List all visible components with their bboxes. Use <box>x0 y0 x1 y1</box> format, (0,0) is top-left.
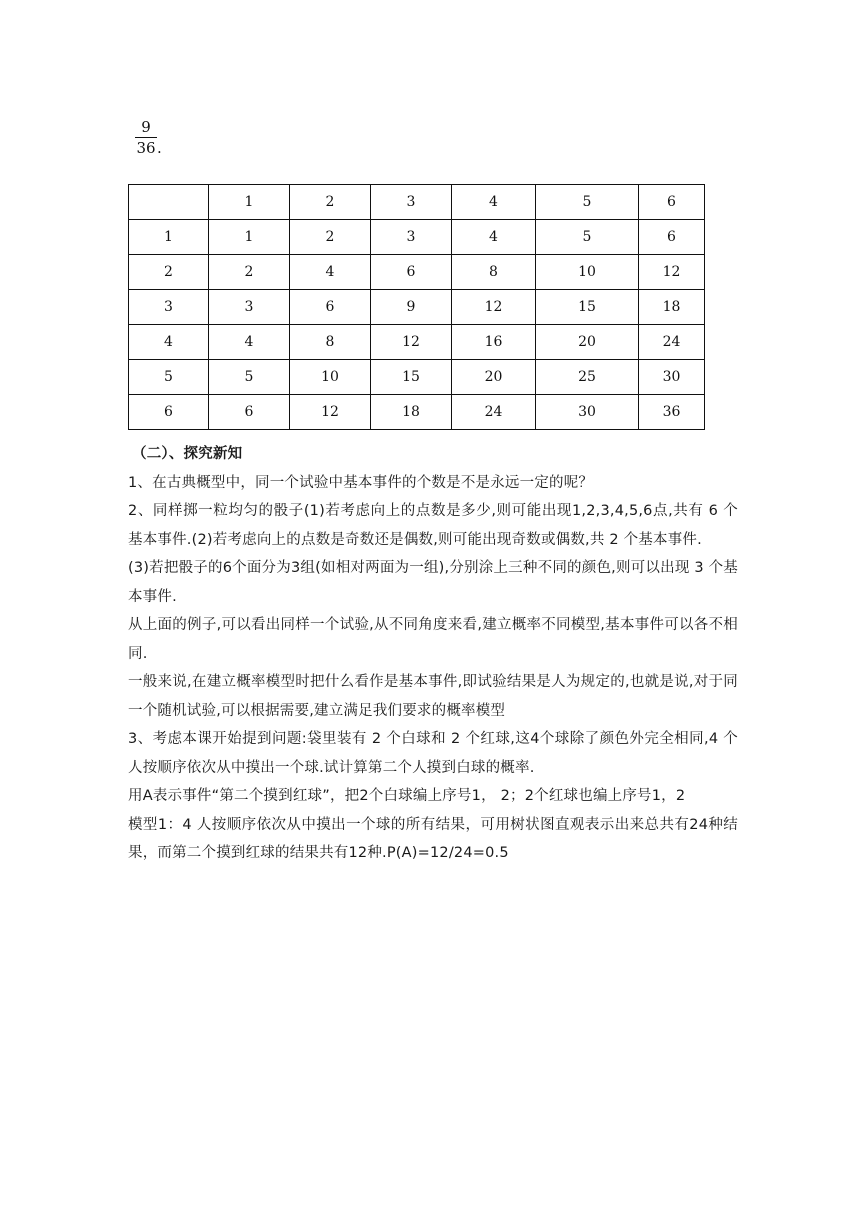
table-cell: 20 <box>536 325 639 360</box>
table-row <box>129 325 705 360</box>
table-cell: 12 <box>290 395 371 430</box>
table-row <box>129 220 705 255</box>
table-cell: 3 <box>209 290 290 325</box>
table-header-cell: 1 <box>209 185 290 220</box>
table-header-cell: 2 <box>290 185 371 220</box>
table-cell: 4 <box>290 255 371 290</box>
table-cell: 20 <box>452 360 536 395</box>
lesson-body <box>128 440 738 868</box>
table-cell: 12 <box>452 290 536 325</box>
table-cell: 25 <box>536 360 639 395</box>
paragraph-event-definition: 用A表示事件“第二个摸到红球”，把2个白球编上序号1， 2；2个红球也编上序号1，2 <box>128 788 686 804</box>
paragraph-dice-colors: (3)若把骰子的6个面分为3组(如相对两面为一组),分别涂上三种不同的颜色,则可以出现 3 个基本事件. <box>128 560 738 605</box>
fraction-nine-thirty-sixths <box>131 118 161 157</box>
table-cell: 24 <box>639 325 705 360</box>
table-cell: 12 <box>371 325 452 360</box>
table-cell: 2 <box>209 255 290 290</box>
table-header-cell: 5 <box>536 185 639 220</box>
paragraph-model-1: 模型1：4 人按顺序依次从中摸出一个球的所有结果，可用树状图直观表示出来总共有24种结果，而第二个摸到红球的结果共有12种.P(A)=12/24=0.5 <box>128 816 738 861</box>
table-cell: 4 <box>452 220 536 255</box>
table-row-label: 4 <box>129 325 209 360</box>
table-header-cell: 3 <box>371 185 452 220</box>
table-corner-cell <box>129 185 209 220</box>
table-cell: 18 <box>639 290 705 325</box>
table-header-cell: 4 <box>452 185 536 220</box>
table-cell: 6 <box>371 255 452 290</box>
table-cell: 30 <box>639 360 705 395</box>
table-header-cell: 6 <box>639 185 705 220</box>
table-cell: 6 <box>639 220 705 255</box>
table-row-label: 6 <box>129 395 209 430</box>
table-cell: 4 <box>209 325 290 360</box>
table-cell: 6 <box>290 290 371 325</box>
table-row-label: 3 <box>129 290 209 325</box>
table-cell: 8 <box>452 255 536 290</box>
table-cell: 30 <box>536 395 639 430</box>
paragraph-dice-example: 2、同样掷一粒均匀的骰子(1)若考虑向上的点数是多少,则可能出现1,2,3,4,5,6点,共有 6 个基本事件.(2)若考虑向上的点数是奇数还是偶数,则可能出现奇数或偶数,共 2 个基本事件. <box>128 503 738 548</box>
section-heading: （二）、探究新知 <box>132 446 243 462</box>
paragraph-observation: 从上面的例子,可以看出同样一个试验,从不同角度来看,建立概率不同模型,基本事件可以各不相同. <box>128 617 738 662</box>
table-cell: 6 <box>209 395 290 430</box>
table-row-label: 1 <box>129 220 209 255</box>
table-cell: 15 <box>536 290 639 325</box>
fraction-denominator: 36 <box>136 139 156 157</box>
table-row-label: 5 <box>129 360 209 395</box>
table-cell: 9 <box>371 290 452 325</box>
table-row-label: 2 <box>129 255 209 290</box>
table-cell: 1 <box>209 220 290 255</box>
fraction-period: . <box>157 139 162 157</box>
table-cell: 18 <box>371 395 452 430</box>
table-row <box>129 395 705 430</box>
fraction-numerator: 9 <box>135 118 157 138</box>
table-header-row <box>129 185 705 220</box>
table-cell: 10 <box>536 255 639 290</box>
paragraph-ball-problem: 3、考虑本课开始提到问题:袋里装有 2 个白球和 2 个红球,这4个球除了颜色外完全相同,4 个人按顺序依次从中摸出一个球.试计算第二个人摸到白球的概率. <box>128 731 738 776</box>
table-cell: 36 <box>639 395 705 430</box>
table-cell: 2 <box>290 220 371 255</box>
table-cell: 24 <box>452 395 536 430</box>
table-row <box>129 255 705 290</box>
table-cell: 8 <box>290 325 371 360</box>
table-cell: 10 <box>290 360 371 395</box>
table-cell: 5 <box>209 360 290 395</box>
paragraph-general-rule: 一般来说,在建立概率模型时把什么看作是基本事件,即试验结果是人为规定的,也就是说,对于同一个随机试验,可以根据需要,建立满足我们要求的概率模型 <box>128 674 738 719</box>
table-cell: 15 <box>371 360 452 395</box>
table-cell: 3 <box>371 220 452 255</box>
paragraph-question-1: 1、在古典概型中，同一个试验中基本事件的个数是不是永远一定的呢？ <box>128 474 594 491</box>
table-cell: 5 <box>536 220 639 255</box>
table-cell: 16 <box>452 325 536 360</box>
table-row <box>129 360 705 395</box>
table-row <box>129 290 705 325</box>
table-cell: 12 <box>639 255 705 290</box>
multiplication-table <box>128 184 705 430</box>
